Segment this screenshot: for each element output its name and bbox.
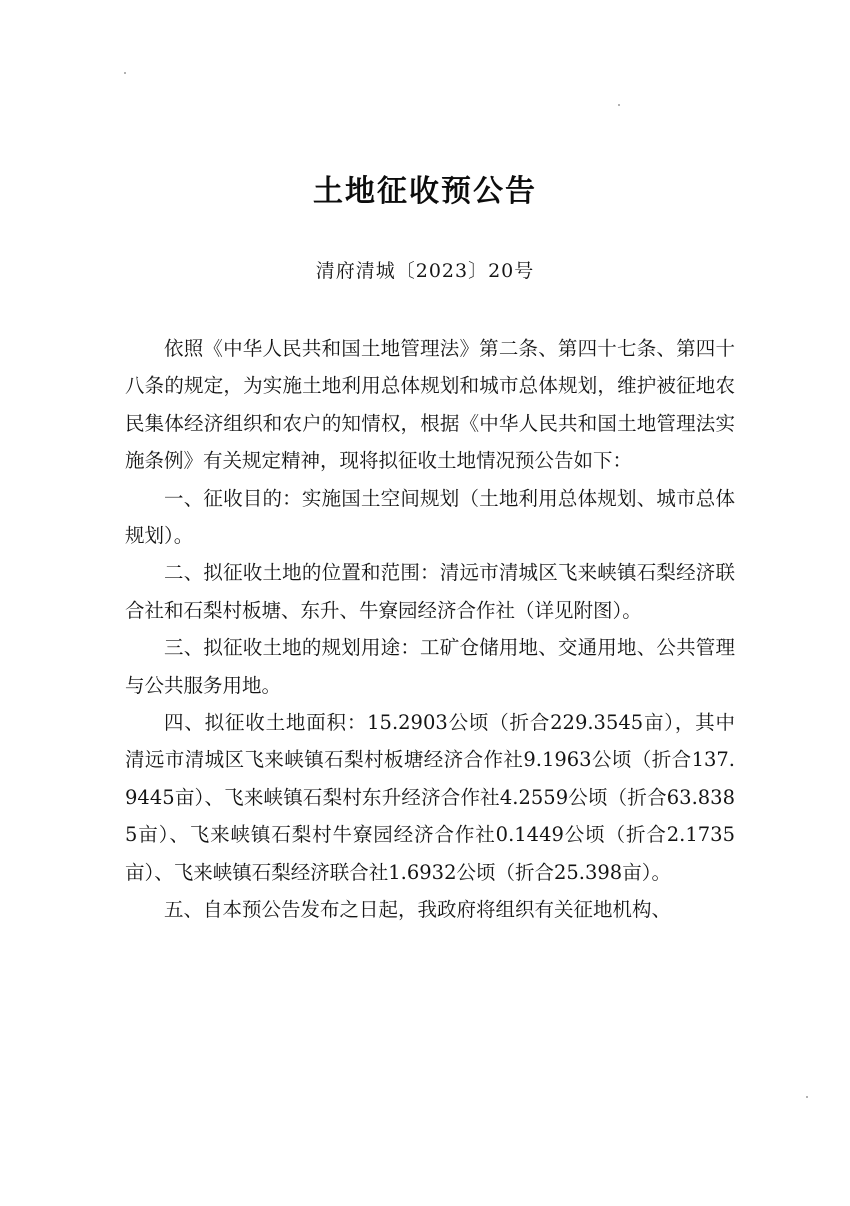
procedure-paragraph: 五、自本预公告发布之日起，我政府将组织有关征地机构、 xyxy=(164,898,672,922)
page-title: 土地征收预公告 xyxy=(313,174,537,209)
scan-speck xyxy=(806,1096,808,1098)
intro-paragraph: 依照《中华人民共和国土地管理法》第二条、第四十七条、第四十八条的规定，为实施土地利用总体规划和城市总体规划，维护被征地农民集体经济组织和农户的知情权，根据《中华人民共和国土地管理法实施条例》有关规定精神，现将拟征收土地情况预公告如下： xyxy=(125,337,735,473)
planned-use-paragraph: 三、拟征收土地的规划用途：工矿仓储用地、交通用地、公共管理与公共服务用地。 xyxy=(125,636,735,697)
location-paragraph: 二、拟征收土地的位置和范围：清远市清城区飞来峡镇石梨经济联合社和石梨村板塘、东升、牛寮园经济合作社（详见附图）。 xyxy=(125,561,735,622)
document-number: 清府清城〔2023〕20号 xyxy=(315,260,535,282)
scan-speck xyxy=(124,72,126,74)
document-body xyxy=(125,330,735,929)
scan-speck xyxy=(618,104,620,106)
area-paragraph: 四、拟征收土地面积：15.2903公顷（折合229.3545亩），其中清远市清城区飞来峡镇石梨村板塘经济合作社9.1963公顷（折合137.9445亩）、飞来峡镇石梨村东升经济合作社4.2559公顷（折合63.8385亩）、飞来峡镇石梨村牛寮园经济合作社0.1449公顷（折合2.1735亩）、飞来峡镇石梨经济联合社1.6932公顷（折合25.398亩）。 xyxy=(125,711,735,884)
purpose-paragraph: 一、征收目的：实施国土空间规划（土地利用总体规划、城市总体规划）。 xyxy=(125,486,735,548)
